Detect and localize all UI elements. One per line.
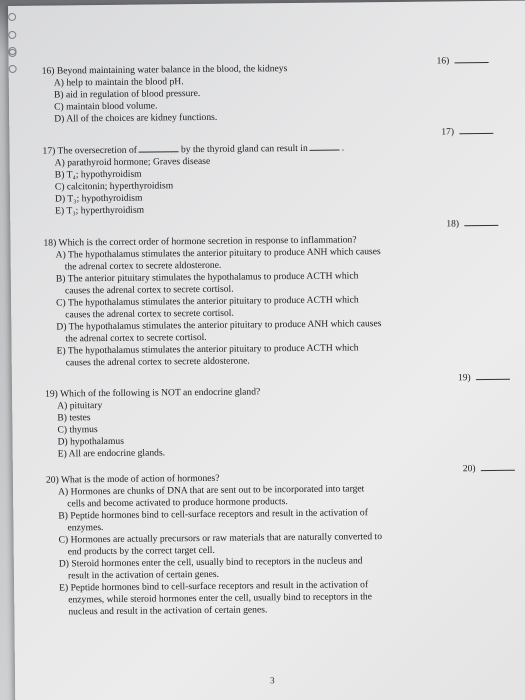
option: D) hypothalamus — [57, 435, 124, 448]
question-stem: 17) The oversecretion of by the thyroid gland can result in . — [42, 142, 345, 157]
option: D) T₃; hypothyroidism — [54, 192, 143, 205]
option: B) Peptide hormones bind to cell-surface receptors and result in the activation of enzymes. — [58, 507, 368, 534]
fill-blank — [139, 151, 179, 152]
question-17 — [42, 141, 443, 217]
option: E) The hypothalamus stimulates the anterior pituitary to produce ACTH which causes the adrenal cortex to secrete aldosterone. — [56, 342, 359, 369]
option: B) aid in regulation of blood pressure. — [53, 87, 201, 101]
option: A) Hormones are chunks of DNA that are sent out to be incorporated into target cells and become activated to produce hormone products. — [58, 483, 365, 510]
question-stem: 19) Which of the following is NOT an endocrine gland? — [45, 386, 261, 400]
binder-holes-top — [8, 8, 24, 22]
option: D) The hypothalamus stimulates the anterior pituitary to produce ANH which causes the adrenal cortex to secrete cortisol. — [56, 318, 382, 345]
option: A) help to maintain the blood pH. — [53, 76, 184, 89]
option: C) thymus — [57, 424, 98, 436]
binder-holes-mid — [8, 42, 24, 56]
exam-page — [8, 0, 525, 700]
question-stem: 20) What is the mode of action of hormones? — [45, 472, 220, 486]
answer-line — [464, 225, 498, 226]
question-stem: 16) Beyond maintaining water balance in the blood, the kidneys — [41, 63, 288, 77]
answer-line — [454, 62, 488, 63]
option: D) All of the choices are kidney functions. — [54, 111, 218, 125]
option: E) Peptide hormones bind to cell-surface receptors and result in the activation of enzymes, while steroid hormones enter the cell, usually bind to receptors in the nucleus and result in the activation of certain genes. — [59, 579, 372, 618]
option: D) Steroid hormones enter the cell, usually bind to receptors in the nucleus and result in the activation of certain genes. — [58, 555, 363, 582]
answer-slot-18: 18) — [446, 219, 498, 230]
option: C) The hypothalamus stimulates the anterior pituitary to produce ACTH which causes the adrenal cortex to secrete cortisol. — [56, 294, 359, 321]
answer-line — [476, 379, 510, 380]
option: B) The anterior pituitary stimulates the hypothalamus to produce ACTH which causes the adrenal cortex to secrete cortisol. — [55, 270, 359, 297]
option: B) T₄; hypothyroidism — [54, 168, 142, 181]
option: E) All are endocrine glands. — [57, 447, 166, 460]
option: C) calcitonin; hyperthyroidism — [54, 180, 174, 193]
page-number: 3 — [270, 675, 275, 686]
question-20 — [46, 470, 467, 618]
question-19 — [45, 384, 446, 460]
option: C) Hormones are actually precursors or raw materials that are naturally converted to end products by the correct target cell. — [58, 531, 383, 558]
answer-slot-19: 19) — [458, 373, 510, 384]
option: E) T₃; hyperthyroidism — [55, 204, 145, 217]
option: B) testes — [57, 412, 91, 424]
question-16 — [42, 61, 443, 125]
option: A) pituitary — [57, 400, 103, 412]
fill-blank — [310, 150, 340, 151]
question-stem: 18) Which is the correct order of hormone secretion in response to inflammation? — [43, 234, 357, 249]
answer-line — [459, 133, 493, 134]
option: C) maintain blood volume. — [54, 100, 158, 113]
question-18 — [43, 233, 464, 369]
answer-slot-20: 20) — [463, 464, 515, 475]
answer-slot-16: 16) — [437, 56, 489, 67]
option: A) parathyroid hormone; Graves disease — [54, 155, 211, 169]
answer-line — [481, 470, 515, 471]
answer-slot-17: 17) — [441, 127, 493, 138]
option: A) The hypothalamus stimulates the anterior pituitary to produce ANH which causes the adrenal cortex to secrete aldosterone. — [55, 246, 381, 273]
